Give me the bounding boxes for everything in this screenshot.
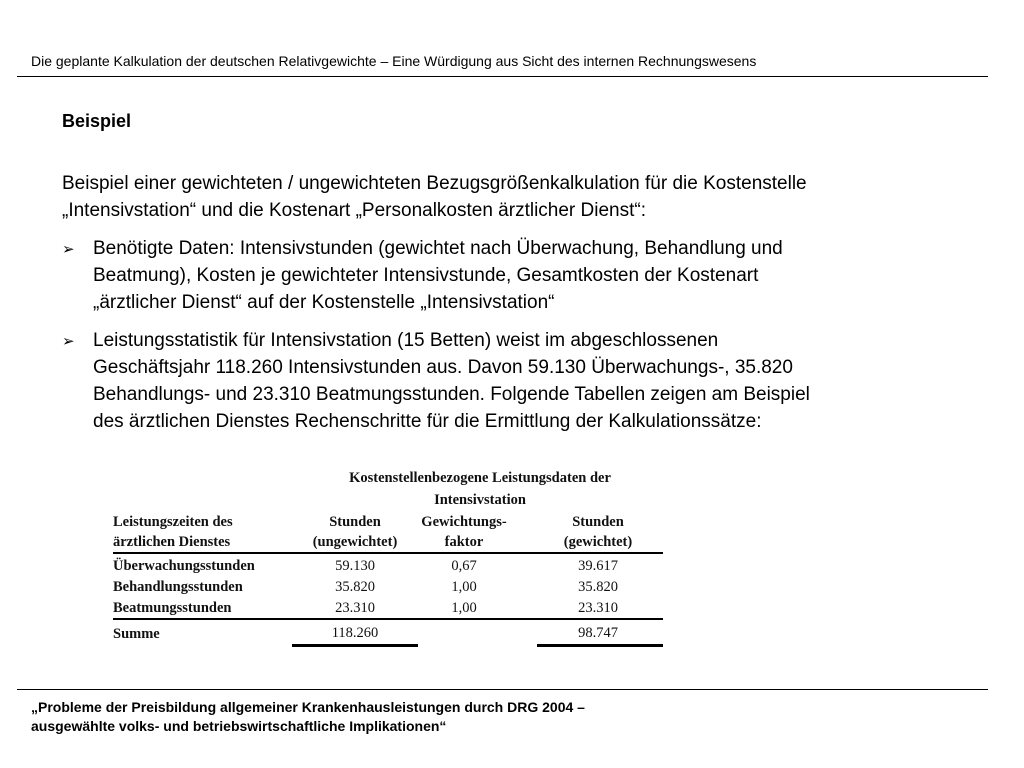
column-header: (ungewichtet): [312, 534, 398, 550]
table-caption-line: Intensivstation: [434, 492, 526, 508]
intro-line: „Intensivstation“ und die Kostenart „Personalkosten ärztlicher Dienst“:: [62, 200, 646, 221]
page-header-title: Die geplante Kalkulation der deutschen Relativgewichte – Eine Würdigung aus Sicht des internen Rechnungswesens: [31, 53, 757, 69]
bullet-line: Behandlungs- und 23.310 Beatmungsstunden. Folgende Tabellen zeigen am Beispiel: [93, 384, 810, 405]
table-sum-cell: 118.260: [331, 625, 379, 641]
bullet-text: [93, 327, 810, 435]
column-header: (gewichtet): [563, 534, 633, 550]
table-row-label: Überwachungsstunden: [113, 558, 255, 574]
bullet-line: Leistungsstatistik für Intensivstation (15 Betten) weist im abgeschlossenen: [93, 330, 719, 351]
table-cell: 39.617: [578, 558, 618, 574]
section-heading: Beispiel: [62, 111, 132, 131]
table-cell: 59.130: [335, 558, 375, 574]
bullet-list: [62, 235, 992, 446]
sum-underline: [537, 644, 663, 647]
table-cell: 35.820: [578, 579, 618, 595]
row-label-header: ärztlichen Dienstes: [113, 534, 231, 550]
footer-line: ausgewählte volks- und betriebswirtschaftliche Implikationen“: [31, 718, 447, 734]
sum-underline: [292, 644, 418, 647]
header-divider: [17, 76, 988, 77]
bullet-line: „ärztlicher Dienst“ auf der Kostenstelle „Intensivstation“: [93, 292, 555, 313]
bullet-line: Geschäftsjahr 118.260 Intensivstunden aus. Davon 59.130 Überwachungs-, 35.820: [93, 357, 793, 378]
intro-line: Beispiel einer gewichteten / ungewichteten Bezugsgrößenkalkulation für die Kostenstelle: [62, 173, 807, 194]
table-row-label: Beatmungsstunden: [113, 600, 232, 616]
column-header: faktor: [444, 534, 484, 550]
intro-paragraph: [62, 170, 982, 224]
arrow-bullet-icon: ➢: [62, 241, 75, 258]
bullet-line: Benötigte Daten: Intensivstunden (gewichtet nach Überwachung, Behandlung und: [93, 238, 783, 259]
table-cell: 35.820: [335, 579, 375, 595]
arrow-bullet-icon: ➢: [62, 333, 75, 350]
row-label-header: Leistungszeiten des: [113, 514, 233, 530]
table-cell: 0,67: [451, 558, 477, 574]
bullet-item: [62, 235, 992, 316]
cost-data-table: [113, 468, 665, 650]
bullet-line: des ärztlichen Dienstes Rechenschritte für die Ermittlung der Kalkulationssätze:: [93, 411, 762, 432]
table-sum-cell: 98.747: [578, 625, 618, 641]
table-header-rule: [113, 552, 663, 554]
table-row-label: Behandlungsstunden: [113, 579, 243, 595]
column-header: Stunden: [572, 514, 624, 530]
table-cell: 23.310: [578, 600, 618, 616]
footer-divider: [17, 689, 988, 690]
table-caption-line: Kostenstellenbezogene Leistungsdaten der: [349, 470, 611, 486]
bullet-text: [93, 235, 783, 316]
footer-citation: [31, 698, 585, 736]
table-cell: 1,00: [451, 600, 477, 616]
column-header: Gewichtungs-: [421, 514, 507, 530]
bullet-line: Beatmung), Kosten je gewichteter Intensivstunde, Gesamtkosten der Kostenart: [93, 265, 759, 286]
table-sum-rule: [113, 618, 663, 620]
bullet-item: [62, 327, 992, 435]
footer-line: „Probleme der Preisbildung allgemeiner Krankenhausleistungen durch DRG 2004 –: [31, 699, 585, 715]
table-cell: 23.310: [335, 600, 375, 616]
table-sum-label: Summe: [113, 626, 160, 642]
column-header: Stunden: [329, 514, 381, 530]
table-cell: 1,00: [451, 579, 477, 595]
